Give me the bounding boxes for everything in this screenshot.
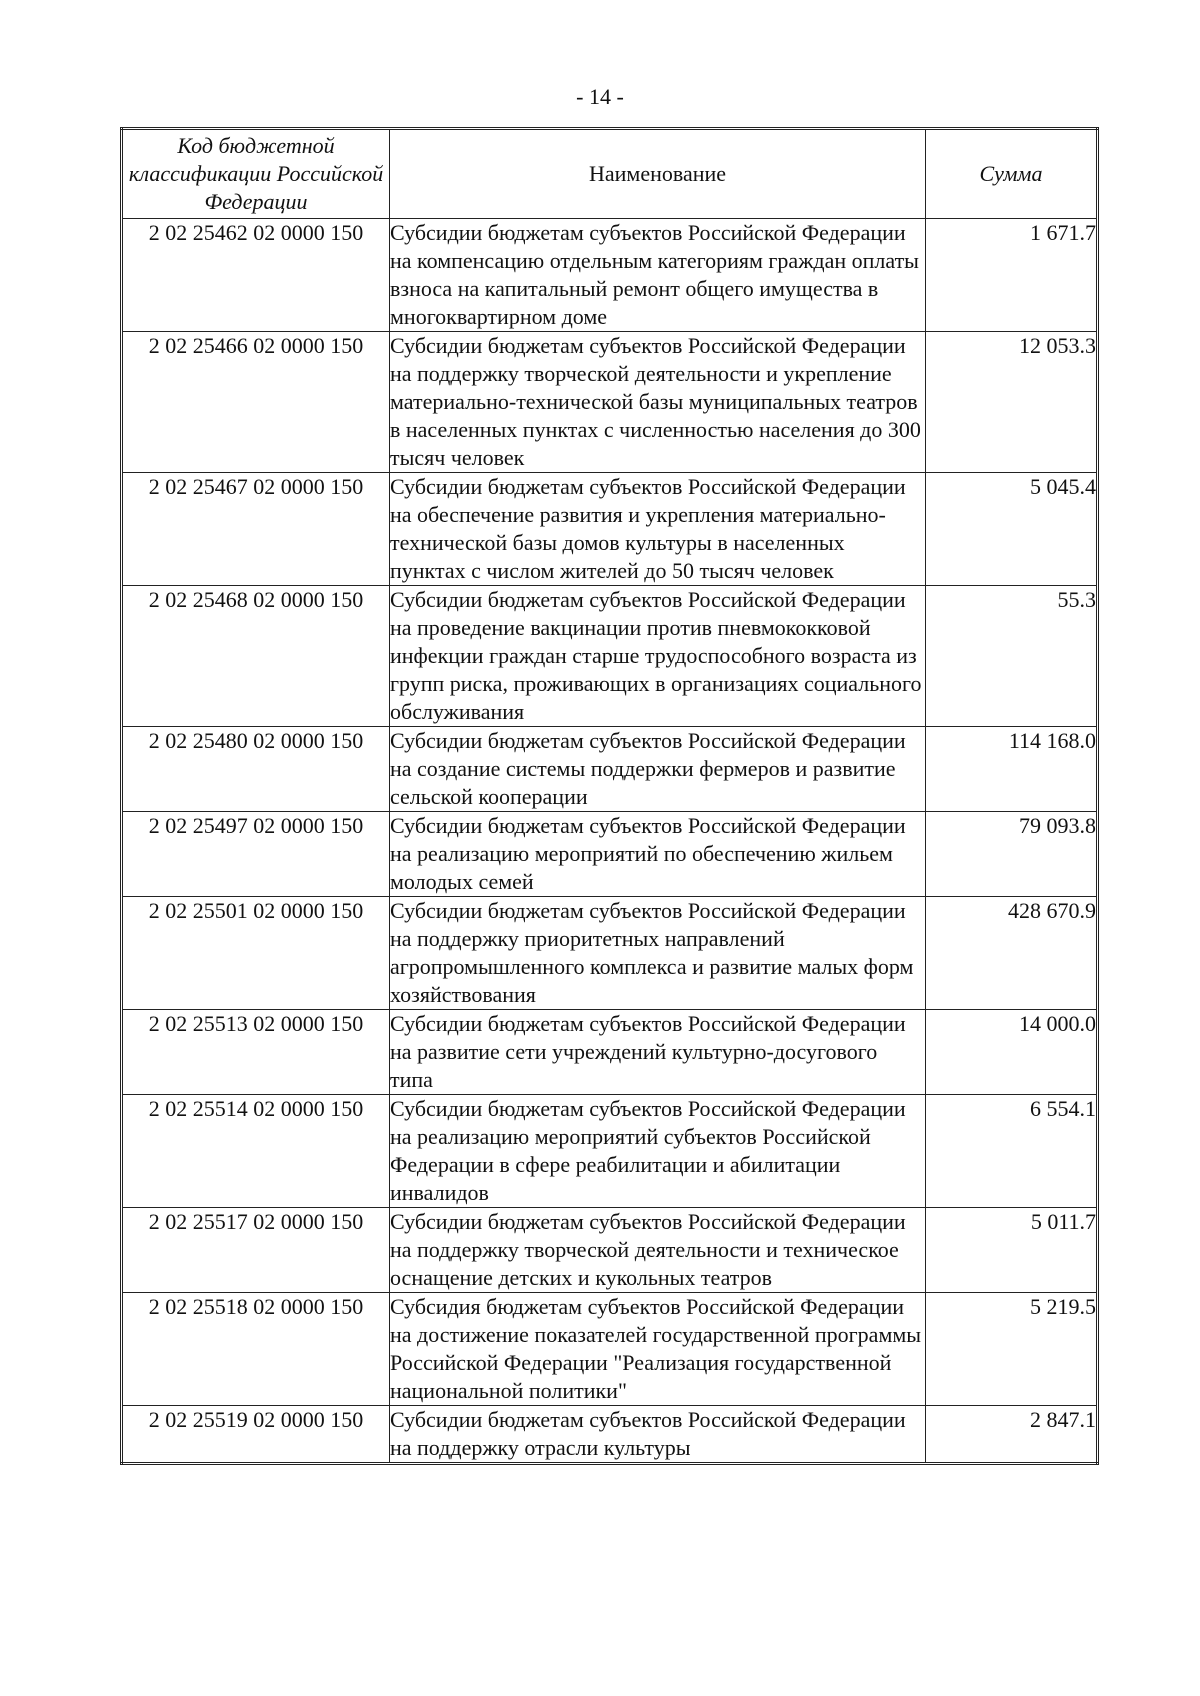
row-name: Субсидии бюджетам субъектов Российской Федерации на поддержку отрасли культуры <box>390 1406 926 1464</box>
header-code: Код бюджетной классификации Российской Федерации <box>122 129 390 219</box>
row-code: 2 02 25518 02 0000 150 <box>122 1293 390 1406</box>
row-code: 2 02 25480 02 0000 150 <box>122 727 390 812</box>
row-sum: 1 671.7 <box>926 219 1098 332</box>
row-code: 2 02 25513 02 0000 150 <box>122 1010 390 1095</box>
row-code: 2 02 25501 02 0000 150 <box>122 897 390 1010</box>
table-row <box>122 1010 1098 1095</box>
row-code: 2 02 25497 02 0000 150 <box>122 812 390 897</box>
table-row <box>122 1095 1098 1208</box>
row-sum: 5 011.7 <box>926 1208 1098 1293</box>
row-name: Субсидии бюджетам субъектов Российской Федерации на поддержку творческой деятельности и укрепление материально-технической базы муниципальных театров в населенных пунктах с численностью населения до 300 тысяч человек <box>390 332 926 473</box>
row-name: Субсидии бюджетам субъектов Российской Федерации на создание системы поддержки фермеров и развитие сельской кооперации <box>390 727 926 812</box>
row-sum: 5 045.4 <box>926 473 1098 586</box>
row-code: 2 02 25517 02 0000 150 <box>122 1208 390 1293</box>
row-sum: 55.3 <box>926 586 1098 727</box>
row-code: 2 02 25467 02 0000 150 <box>122 473 390 586</box>
header-name: Наименование <box>390 129 926 219</box>
row-sum: 428 670.9 <box>926 897 1098 1010</box>
table-row <box>122 897 1098 1010</box>
row-sum: 2 847.1 <box>926 1406 1098 1464</box>
row-name: Субсидии бюджетам субъектов Российской Федерации на компенсацию отдельным категориям граждан оплаты взноса на капитальный ремонт общего имущества в многоквартирном доме <box>390 219 926 332</box>
table-row <box>122 1208 1098 1293</box>
row-sum: 14 000.0 <box>926 1010 1098 1095</box>
table-row <box>122 219 1098 332</box>
row-sum: 12 053.3 <box>926 332 1098 473</box>
row-name: Субсидии бюджетам субъектов Российской Федерации на реализацию мероприятий субъектов Российской Федерации в сфере реабилитации и абилитации инвалидов <box>390 1095 926 1208</box>
row-name: Субсидии бюджетам субъектов Российской Федерации на развитие сети учреждений культурно-досугового типа <box>390 1010 926 1095</box>
row-name: Субсидии бюджетам субъектов Российской Федерации на поддержку творческой деятельности и техническое оснащение детских и кукольных театров <box>390 1208 926 1293</box>
page-number: - 14 - <box>576 84 624 109</box>
row-code: 2 02 25519 02 0000 150 <box>122 1406 390 1464</box>
row-name: Субсидии бюджетам субъектов Российской Федерации на реализацию мероприятий по обеспечению жильем молодых семей <box>390 812 926 897</box>
row-name: Субсидии бюджетам субъектов Российской Федерации на обеспечение развития и укрепления материально-технической базы домов культуры в населенных пунктах с числом жителей до 50 тысяч человек <box>390 473 926 586</box>
table-row <box>122 473 1098 586</box>
table-row <box>122 1293 1098 1406</box>
row-sum: 6 554.1 <box>926 1095 1098 1208</box>
table-row <box>122 812 1098 897</box>
table-row <box>122 332 1098 473</box>
table-row <box>122 1406 1098 1464</box>
header-sum: Сумма <box>926 129 1098 219</box>
budget-table <box>120 127 1099 1465</box>
row-name: Субсидии бюджетам субъектов Российской Федерации на проведение вакцинации против пневмококковой инфекции граждан старше трудоспособного возраста из групп риска, проживающих в организациях социального обслуживания <box>390 586 926 727</box>
row-code: 2 02 25462 02 0000 150 <box>122 219 390 332</box>
row-name: Субсидии бюджетам субъектов Российской Федерации на поддержку приоритетных направлений агропромышленного комплекса и развитие малых форм хозяйствования <box>390 897 926 1010</box>
row-sum: 5 219.5 <box>926 1293 1098 1406</box>
row-code: 2 02 25514 02 0000 150 <box>122 1095 390 1208</box>
table-row <box>122 727 1098 812</box>
row-code: 2 02 25468 02 0000 150 <box>122 586 390 727</box>
table-header-row <box>122 129 1098 219</box>
row-sum: 79 093.8 <box>926 812 1098 897</box>
row-sum: 114 168.0 <box>926 727 1098 812</box>
table-row <box>122 586 1098 727</box>
row-code: 2 02 25466 02 0000 150 <box>122 332 390 473</box>
row-name: Субсидия бюджетам субъектов Российской Федерации на достижение показателей государственной программы Российской Федерации "Реализация государственной национальной политики" <box>390 1293 926 1406</box>
